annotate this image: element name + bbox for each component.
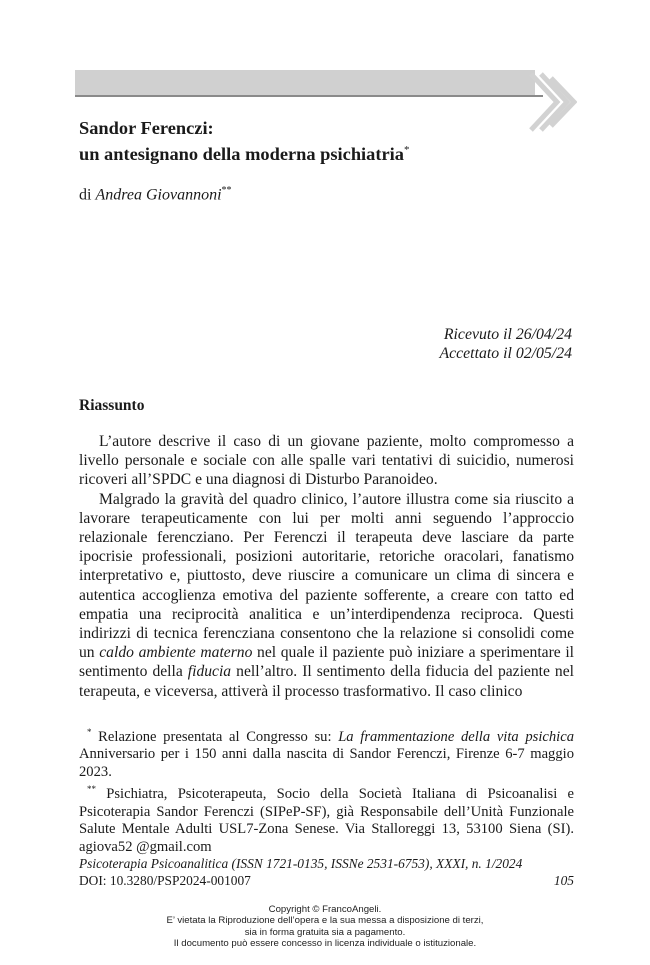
page-number: 105 bbox=[553, 873, 574, 888]
header-rule bbox=[75, 95, 543, 97]
footnotes bbox=[79, 724, 574, 856]
article-title bbox=[79, 117, 559, 165]
author-prefix: di bbox=[79, 186, 92, 204]
header-bar bbox=[75, 70, 535, 96]
title-footnote-mark: * bbox=[403, 144, 410, 156]
copyright-line-4: Il documento può essere concesso in licenza individuale o istituzionale. bbox=[173, 937, 477, 949]
doi-row bbox=[79, 872, 574, 889]
footnote-1-emphasis: La frammentazione della vita psichica bbox=[338, 728, 574, 745]
copyright-line-3: sia in forma gratuita sia a pagamento. bbox=[244, 926, 406, 938]
received-date: Ricevuto il 26/04/24 bbox=[443, 326, 572, 343]
footnote-1-mark: * bbox=[87, 727, 92, 737]
journal-info bbox=[79, 855, 574, 889]
abstract-paragraph-1: L’autore descrive il caso di un giovane paziente, molto compromesso a livello personale e sociale con alle spalle vari tentativi di suicidio, numerosi ricoveri all’SPDC e una diagnosi di Disturbo Paranoideo. bbox=[79, 433, 574, 489]
author-name: Andrea Giovannoni bbox=[95, 186, 222, 204]
copyright-line-1: Copyright © FrancoAngeli. bbox=[268, 904, 382, 915]
accepted-date: Accettato il 02/05/24 bbox=[439, 345, 572, 362]
footnote-1-part-b: Anniversario per i 150 anni dalla nascita di Sandor Ferenczi, Firenze 6-7 maggio 2023. bbox=[79, 746, 574, 780]
submission-dates bbox=[440, 325, 573, 363]
author-footnote-mark: ** bbox=[221, 185, 232, 196]
abstract-paragraph-2 bbox=[79, 490, 574, 701]
footnote-2-mark: ** bbox=[87, 784, 96, 795]
footnote-2-text: Psichiatra, Psicoterapeuta, Socio della Società Italiana di Psicoanalisi e Psicoterapia Sandor Ferenczi (SIPeP-SF), già Responsabile dell’Unità Funzionale Salute Mentale Adulti USL7-Zona Senese. Via Stalloreggi 13, 53100 Siena (SI). agiova52 @gmail.com bbox=[79, 786, 574, 855]
abstract-p2-part-b: nel quale il paziente può iniziare a sperimentare il sentimento della bbox=[79, 644, 575, 681]
author-line bbox=[79, 181, 232, 205]
title-line-1: Sandor Ferenczi: bbox=[79, 118, 214, 138]
abstract-p2-part-a: Malgrado la gravità del quadro clinico, l’autore illustra come sia riuscito a lavorare terapeuticamente con lui per molti anni seguendo l’approccio relazionale ferencziano. Per Ferenczi il terapeuta deve lasciare da parte ipocrisie professionali, posizioni autoritarie, retoriche oracolari, fanatismo interpretativo e, piuttosto, deve riuscire a comunicare un clima di sincera e autentica accoglienza emotiva del paziente sofferente, a creare con tatto ed empatia una reciprocità analitica e un’interdipendenza reciproca. Questi indirizzi di tecnica ferencziana consentono che la relazione si consolidi come un bbox=[79, 490, 574, 662]
doi-text: DOI: 10.3280/PSP2024-001007 bbox=[79, 873, 251, 888]
copyright-notice bbox=[0, 904, 650, 949]
abstract-p2-emphasis-1: caldo ambiente materno bbox=[99, 644, 253, 662]
abstract-body bbox=[79, 432, 574, 701]
footnote-1 bbox=[79, 724, 574, 781]
footnote-2 bbox=[79, 781, 574, 856]
copyright-line-2: E’ vietata la Riproduzione dell’opera e la sua messa a disposizione di terzi, bbox=[166, 915, 484, 927]
abstract-p2-emphasis-2: fiducia bbox=[187, 663, 232, 681]
journal-citation: Psicoterapia Psicoanalitica (ISSN 1721-0135, ISSNe 2531-6753), XXXI, n. 1/2024 bbox=[79, 856, 523, 871]
footnote-1-part-a: Relazione presentata al Congresso su: bbox=[98, 728, 332, 745]
abstract-heading: Riassunto bbox=[79, 397, 145, 414]
title-line-2: un antesignano della moderna psichiatria bbox=[79, 144, 404, 165]
abstract-p2-part-c: nell’altro. Il sentimento della fiducia del paziente nel terapeuta, e viceversa, attiverà il processo trasformativo. Il caso clinico bbox=[79, 663, 574, 700]
